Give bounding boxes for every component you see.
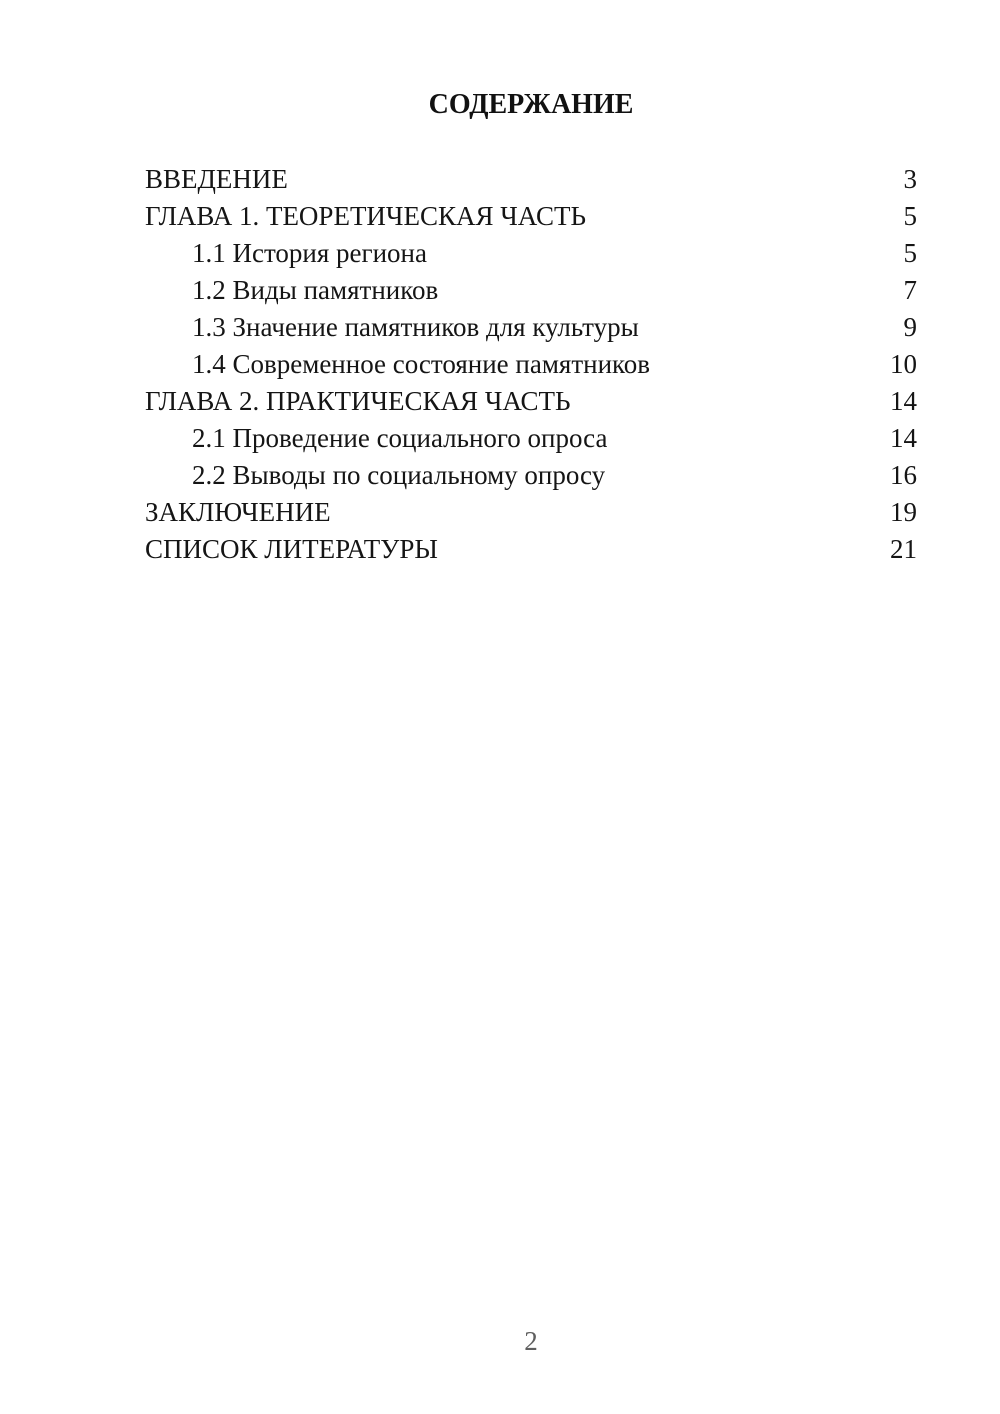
toc-entry bbox=[145, 383, 917, 420]
toc-entry bbox=[145, 346, 917, 383]
page-footer bbox=[145, 1328, 917, 1355]
toc-list bbox=[145, 161, 917, 568]
toc-entry bbox=[145, 420, 917, 457]
toc-entry-label: ЗАКЛЮЧЕНИЕ bbox=[145, 497, 331, 527]
toc-entry bbox=[145, 494, 917, 531]
toc-entry-label: ГЛАВА 1. ТЕОРЕТИЧЕСКАЯ ЧАСТЬ bbox=[145, 201, 586, 231]
toc-entry-page: 7 bbox=[903, 275, 917, 305]
toc-entry-page: 16 bbox=[890, 460, 917, 490]
toc-title: СОДЕРЖАНИЕ bbox=[428, 89, 634, 120]
toc-entry-page: 21 bbox=[890, 534, 917, 564]
toc-entry-page: 10 bbox=[890, 349, 917, 379]
toc-entry-page: 5 bbox=[903, 201, 917, 231]
toc-entry-label: ГЛАВА 2. ПРАКТИЧЕСКАЯ ЧАСТЬ bbox=[145, 386, 571, 416]
toc-entry-label: 2.2 Выводы по социальному опросу bbox=[192, 460, 606, 490]
toc-entry-label: 1.1 История региона bbox=[192, 238, 427, 268]
toc-entry-label: 1.2 Виды памятников bbox=[192, 275, 439, 305]
toc-entry bbox=[145, 457, 917, 494]
toc-entry-page: 19 bbox=[890, 497, 917, 527]
toc-entry bbox=[145, 309, 917, 346]
page-number: 2 bbox=[524, 1326, 538, 1356]
toc-entry-page: 9 bbox=[903, 312, 917, 342]
toc-entry-label: 2.1 Проведение социального опроса bbox=[192, 423, 608, 453]
toc-entry bbox=[145, 235, 917, 272]
toc-entry-label: СПИСОК ЛИТЕРАТУРЫ bbox=[145, 534, 438, 564]
toc-entry bbox=[145, 272, 917, 309]
toc-entry-page: 14 bbox=[890, 423, 917, 453]
toc-entry bbox=[145, 531, 917, 568]
toc-entry bbox=[145, 161, 917, 198]
toc-entry-page: 14 bbox=[890, 386, 917, 416]
toc-entry-label: 1.4 Современное состояние памятников bbox=[192, 349, 651, 379]
toc-entry-label: ВВЕДЕНИЕ bbox=[145, 164, 288, 194]
toc-entry-page: 5 bbox=[903, 238, 917, 268]
toc-entry-label: 1.3 Значение памятников для культуры bbox=[192, 312, 639, 342]
toc-entry-page: 3 bbox=[903, 164, 917, 194]
toc-entry bbox=[145, 198, 917, 235]
